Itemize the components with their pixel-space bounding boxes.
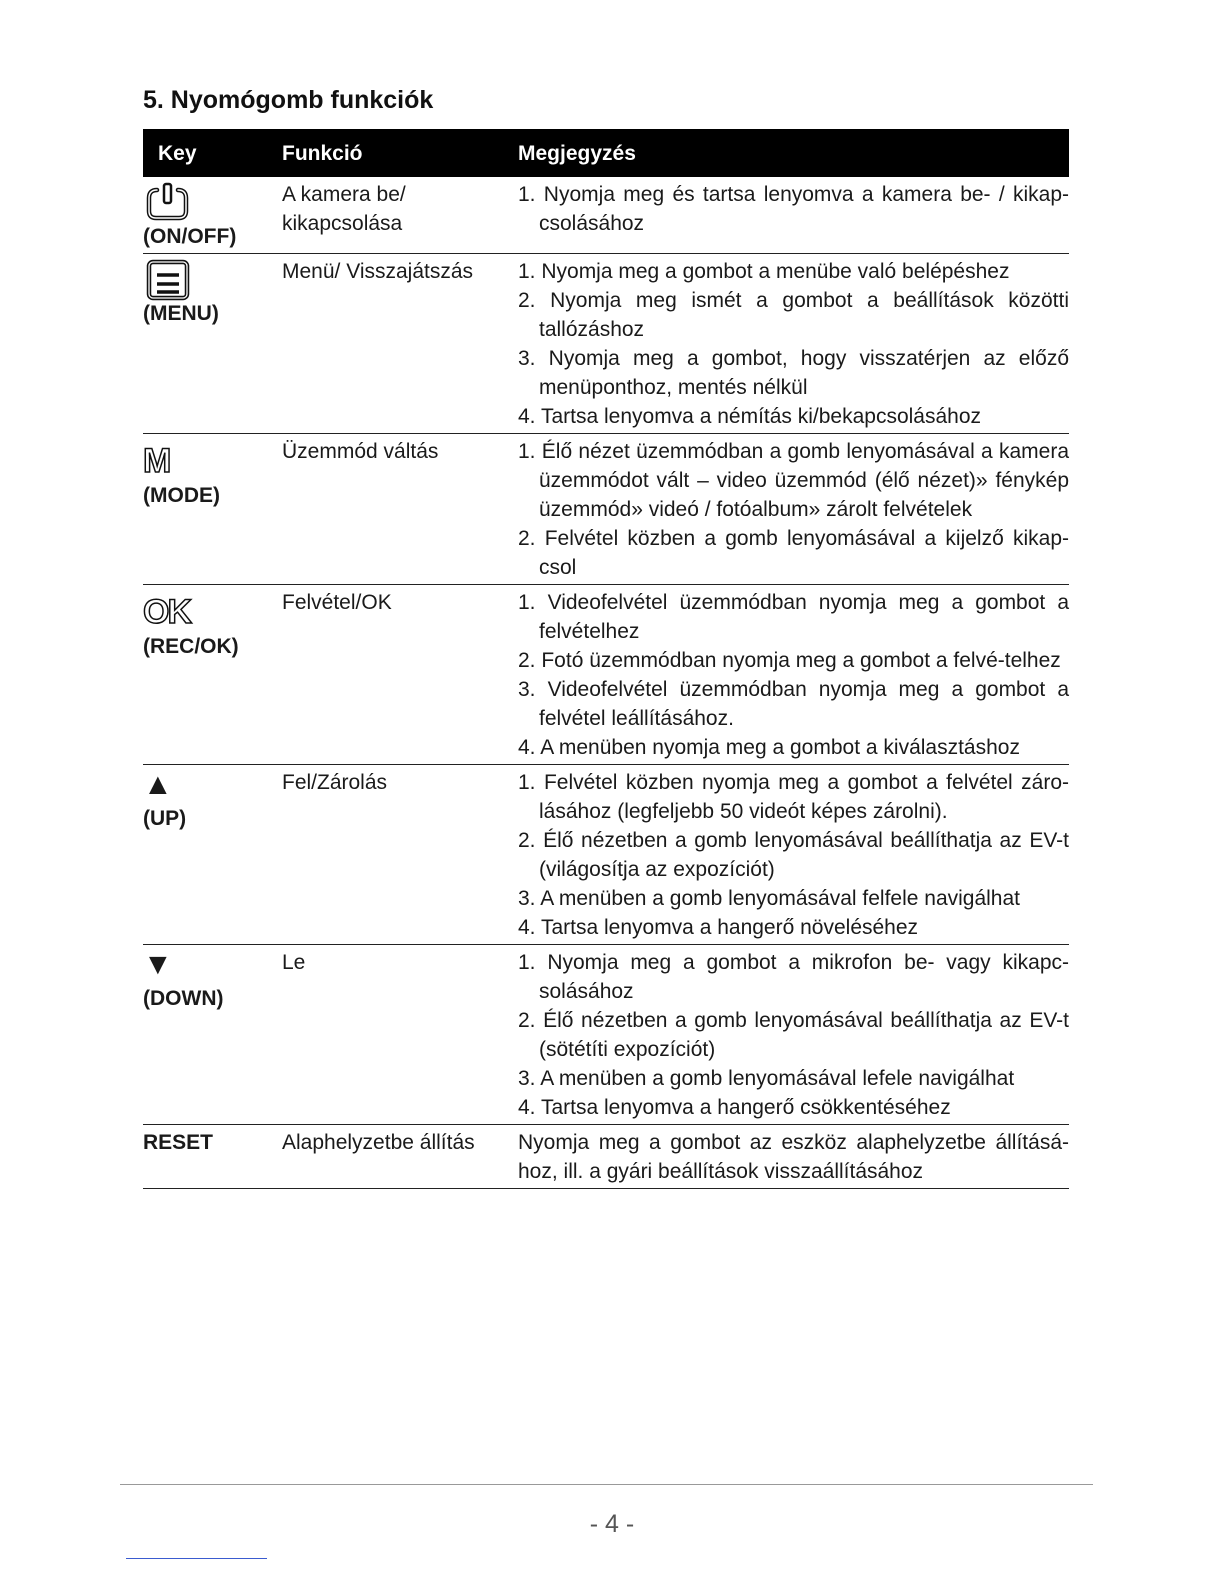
note-cell xyxy=(518,765,1069,945)
ok-icon: OK xyxy=(143,593,190,631)
note-item: 4. Tartsa lenyomva a hangerő növeléséhez xyxy=(518,916,919,939)
note-item: 1. Felvétel közben nyomja meg a gombot a felvétel záro-lásához (legfeljebb 50 videót képes zárolni). xyxy=(518,771,1069,823)
key-label: (MENU) xyxy=(143,302,219,325)
bottom-link-underline xyxy=(126,1558,267,1559)
page-number: - 4 - xyxy=(589,1510,635,1538)
key-cell xyxy=(143,585,282,765)
table-row-onoff xyxy=(143,177,1069,254)
note-item: 1. Videofelvétel üzemmódban nyomja meg a gombot a felvételhez xyxy=(518,591,1069,643)
note-item: 1. Élő nézet üzemmódban a gomb lenyomásával a kamera üzemmódot vált – video üzemmód (élő nézet)» fénykép üzemmód» videó / fotóalbum» zárolt felvételek xyxy=(518,440,1069,521)
key-cell xyxy=(143,765,282,945)
note-cell xyxy=(518,254,1069,434)
key-cell xyxy=(143,434,282,585)
key-cell xyxy=(143,945,282,1125)
table-row-reset xyxy=(143,1125,1069,1189)
table-row-mode xyxy=(143,434,1069,585)
triangle-up-icon: ▲ xyxy=(143,768,173,801)
note-item: 3. A menüben a gomb lenyomásával felfele navigálhat xyxy=(518,887,1021,910)
note-item: 2. Felvétel közben a gomb lenyomásával a kijelző kikap-csol xyxy=(518,527,1069,579)
function-cell: A kamera be/ kikapcsolása xyxy=(282,177,518,254)
function-cell: Alaphelyzetbe állítás xyxy=(282,1125,518,1189)
table-row-up xyxy=(143,765,1069,945)
note-item: 1. Nyomja meg a gombot a mikrofon be- vagy kikapc-solásához xyxy=(518,951,1069,1003)
mode-icon: M xyxy=(143,442,170,480)
key-label: (MODE) xyxy=(143,484,220,507)
key-cell xyxy=(143,177,282,254)
note-item: 2. Élő nézetben a gomb lenyomásával beállíthatja az EV-t (sötétíti expozíciót) xyxy=(518,1009,1069,1061)
note-text: Nyomja meg a gombot az eszköz alaphelyzetbe állításá-hoz, ill. a gyári beállítások visszaállításához xyxy=(518,1131,1069,1183)
triangle-down-icon: ▼ xyxy=(143,948,173,981)
function-cell: Felvétel/OK xyxy=(282,585,518,765)
note-cell xyxy=(518,177,1069,254)
note-item: 3. Nyomja meg a gombot, hogy visszatérjen az előző menüponthoz, mentés nélkül xyxy=(518,347,1069,399)
note-item: 4. Tartsa lenyomva a hangerő csökkentéséhez xyxy=(518,1096,951,1119)
table-row-menu xyxy=(143,254,1069,434)
note-item: 4. Tartsa lenyomva a némítás ki/bekapcsolásához xyxy=(518,405,982,428)
page-title: 5. Nyomógomb funkciók xyxy=(143,86,434,114)
key-label: (DOWN) xyxy=(143,987,224,1010)
note-cell xyxy=(518,585,1069,765)
table-row-down xyxy=(143,945,1069,1125)
key-cell xyxy=(143,254,282,434)
table-row-rec-ok xyxy=(143,585,1069,765)
note-item: 1. Nyomja meg a gombot a menübe való belépéshez xyxy=(518,260,1010,283)
function-cell: Le xyxy=(282,945,518,1125)
note-item: 2. Nyomja meg ismét a gombot a beállítások közötti tallózáshoz xyxy=(518,289,1069,341)
key-label: (REC/OK) xyxy=(143,635,239,658)
note-item: 2. Élő nézetben a gomb lenyomásával beállíthatja az EV-t (világosítja az expozíciót) xyxy=(518,829,1069,881)
menu-icon xyxy=(143,259,282,299)
function-cell: Fel/Zárolás xyxy=(282,765,518,945)
key-label: (ON/OFF) xyxy=(143,225,237,248)
footer-divider xyxy=(120,1484,1093,1485)
key-cell xyxy=(143,1125,282,1189)
key-label: (UP) xyxy=(143,807,187,830)
note-cell xyxy=(518,945,1069,1125)
power-icon xyxy=(143,182,282,222)
header-function: Funkció xyxy=(282,129,518,177)
table-header-row xyxy=(143,129,1069,177)
button-functions-table xyxy=(143,129,1069,1189)
note-item: 3. Videofelvétel üzemmódban nyomja meg a gombot a felvétel leállításához. xyxy=(518,678,1069,730)
header-note: Megjegyzés xyxy=(518,129,1069,177)
note-item: 2. Fotó üzemmódban nyomja meg a gombot a felvé-telhez xyxy=(518,649,1061,672)
note-item: 1. Nyomja meg és tartsa lenyomva a kamera be- / kikap-csolásához xyxy=(518,183,1069,235)
header-key: Key xyxy=(143,129,282,177)
function-cell: Üzemmód váltás xyxy=(282,434,518,585)
note-item: 4. A menüben nyomja meg a gombot a kiválasztáshoz xyxy=(518,736,1020,759)
key-label: RESET xyxy=(143,1131,214,1154)
note-cell xyxy=(518,1125,1069,1189)
function-cell: Menü/ Visszajátszás xyxy=(282,254,518,434)
note-item: 3. A menüben a gomb lenyomásával lefele navigálhat xyxy=(518,1067,1015,1090)
note-cell xyxy=(518,434,1069,585)
